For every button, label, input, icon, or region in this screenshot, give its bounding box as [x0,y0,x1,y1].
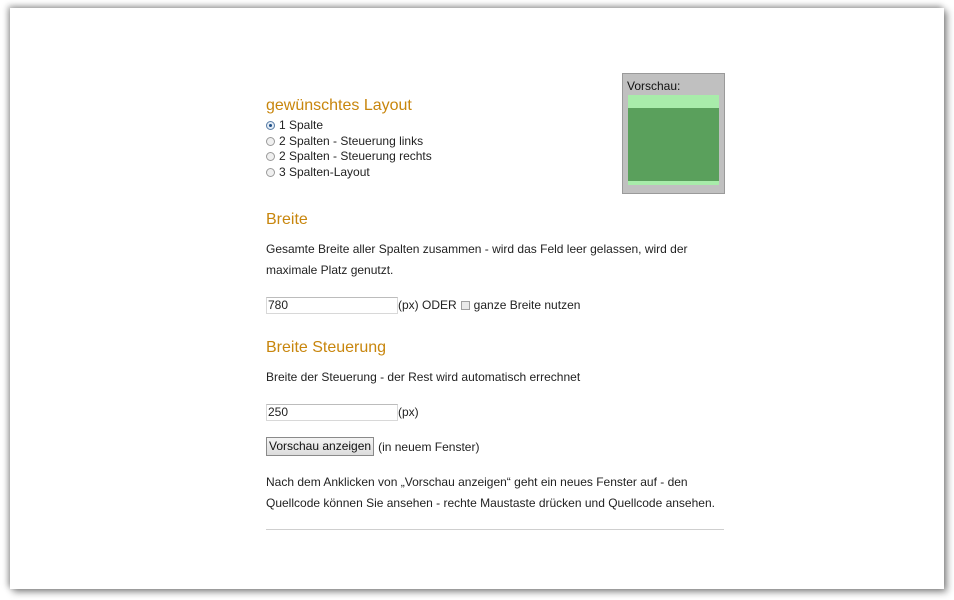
radio-label: 1 Spalte [279,118,324,132]
layout-option-2-columns-right[interactable] [266,149,432,165]
width-unit-label: (px) ODER [398,298,457,312]
control-width-unit-row [398,405,419,419]
preview-label: Vorschau: [627,79,681,93]
section-divider [266,529,724,530]
layout-preview-box [622,73,725,194]
layout-radio-group [266,118,432,180]
note-line2: Quellcode können Sie ansehen - rechte Maustaste drücken und Quellcode ansehen. [266,496,715,510]
radio-button[interactable] [266,137,275,146]
control-width-unit-label: (px) [398,405,419,419]
full-width-label[interactable]: ganze Breite nutzen [473,298,581,312]
preview-main-block [628,108,719,181]
radio-label: 2 Spalten - Steuerung links [279,133,424,148]
preview-action-row [266,437,479,456]
note-line1: Nach dem Anklicken von „Vorschau anzeigen“ geht ein neues Fenster auf - den [266,475,688,489]
width-heading: Breite [266,211,308,228]
full-width-checkbox[interactable] [461,301,470,310]
control-width-description: Breite der Steuerung - der Rest wird automatisch errechnet [266,370,581,384]
layout-option-2-columns-left[interactable] [266,134,432,150]
preview-footer-block [628,181,719,185]
radio-label: 2 Spalten - Steuerung rechts [279,149,432,163]
show-preview-button[interactable]: Vorschau anzeigen [266,437,374,456]
preview-header-block [628,95,719,108]
radio-button[interactable] [266,168,275,177]
width-unit-row [398,298,580,312]
control-width-heading: Breite Steuerung [266,339,387,356]
layout-option-1-column[interactable] [266,118,432,134]
layout-heading: gewünschtes Layout [266,97,412,114]
layout-option-3-columns[interactable] [266,165,432,181]
radio-button[interactable] [266,121,275,130]
control-width-input[interactable]: 250 [266,404,398,421]
width-description-line1: Gesamte Breite aller Spalten zusammen - wird das Feld leer gelassen, wird der [266,242,688,256]
width-description-line2: maximale Platz genutzt. [266,263,394,277]
total-width-input[interactable]: 780 [266,297,398,314]
radio-label: 3 Spalten-Layout [279,164,370,179]
preview-hint: (in neuem Fenster) [378,439,480,454]
radio-button[interactable] [266,152,275,161]
